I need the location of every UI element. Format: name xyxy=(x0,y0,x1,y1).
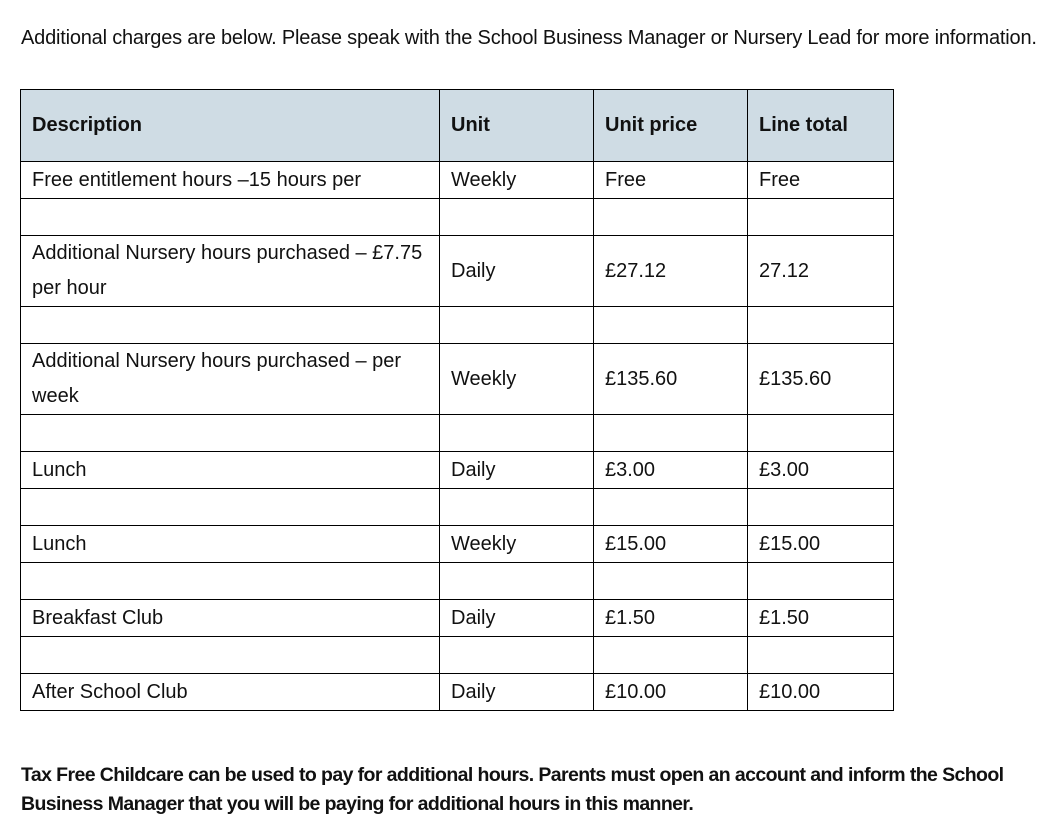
cell-unit xyxy=(440,489,594,526)
cell-description: Lunch xyxy=(21,526,440,563)
table-row xyxy=(21,344,894,415)
cell-description: After School Club xyxy=(21,674,440,711)
cell-unit-price xyxy=(594,199,748,236)
cell-unit-price: £15.00 xyxy=(594,526,748,563)
table-row xyxy=(21,526,894,563)
cell-unit: Daily xyxy=(440,452,594,489)
cell-unit-price xyxy=(594,415,748,452)
cell-unit xyxy=(440,563,594,600)
table-spacer-row xyxy=(21,637,894,674)
cell-unit-price: £27.12 xyxy=(594,236,748,307)
cell-unit: Weekly xyxy=(440,162,594,199)
column-header-unit: Unit xyxy=(440,90,594,162)
cell-description xyxy=(21,307,440,344)
cell-unit xyxy=(440,199,594,236)
cell-line-total xyxy=(748,307,894,344)
cell-unit-price: £3.00 xyxy=(594,452,748,489)
cell-line-total: £10.00 xyxy=(748,674,894,711)
cell-unit-price xyxy=(594,637,748,674)
table-spacer-row xyxy=(21,199,894,236)
cell-description: Additional Nursery hours purchased – per week xyxy=(21,344,440,415)
cell-line-total: £3.00 xyxy=(748,452,894,489)
cell-unit-price: £1.50 xyxy=(594,600,748,637)
cell-description: Breakfast Club xyxy=(21,600,440,637)
charges-table xyxy=(20,89,894,711)
cell-line-total: £135.60 xyxy=(748,344,894,415)
table-header-row xyxy=(21,90,894,162)
column-header-line-total: Line total xyxy=(748,90,894,162)
cell-unit xyxy=(440,307,594,344)
cell-unit-price xyxy=(594,563,748,600)
cell-line-total: £1.50 xyxy=(748,600,894,637)
cell-unit: Weekly xyxy=(440,344,594,415)
cell-unit: Daily xyxy=(440,600,594,637)
cell-description xyxy=(21,199,440,236)
tax-free-childcare-note: Tax Free Childcare can be used to pay for additional hours. Parents must open an account and inform the School Business Manager that you will be paying for additional hours in this manner. xyxy=(21,763,1004,815)
cell-line-total xyxy=(748,563,894,600)
cell-unit-price: Free xyxy=(594,162,748,199)
cell-unit-price xyxy=(594,307,748,344)
table-row xyxy=(21,452,894,489)
cell-line-total: Free xyxy=(748,162,894,199)
cell-description xyxy=(21,489,440,526)
table-row xyxy=(21,162,894,199)
cell-unit: Daily xyxy=(440,674,594,711)
cell-description xyxy=(21,637,440,674)
table-row xyxy=(21,236,894,307)
column-header-unit-price: Unit price xyxy=(594,90,748,162)
cell-unit: Daily xyxy=(440,236,594,307)
cell-unit-price xyxy=(594,489,748,526)
cell-line-total xyxy=(748,637,894,674)
cell-description: Free entitlement hours –15 hours per xyxy=(21,162,440,199)
table-spacer-row xyxy=(21,307,894,344)
table-spacer-row xyxy=(21,415,894,452)
cell-description xyxy=(21,563,440,600)
cell-unit xyxy=(440,415,594,452)
table-row xyxy=(21,600,894,637)
table-spacer-row xyxy=(21,563,894,600)
cell-line-total xyxy=(748,489,894,526)
cell-unit xyxy=(440,637,594,674)
cell-line-total xyxy=(748,415,894,452)
cell-unit: Weekly xyxy=(440,526,594,563)
cell-description: Lunch xyxy=(21,452,440,489)
cell-unit-price: £10.00 xyxy=(594,674,748,711)
cell-description: Additional Nursery hours purchased – £7.75 per hour xyxy=(21,236,440,307)
intro-paragraph: Additional charges are below. Please speak with the School Business Manager or Nursery Lead for more information. xyxy=(21,27,1037,49)
cell-unit-price: £135.60 xyxy=(594,344,748,415)
cell-line-total: 27.12 xyxy=(748,236,894,307)
table-spacer-row xyxy=(21,489,894,526)
cell-line-total: £15.00 xyxy=(748,526,894,563)
cell-line-total xyxy=(748,199,894,236)
table-row xyxy=(21,674,894,711)
cell-description xyxy=(21,415,440,452)
column-header-description: Description xyxy=(21,90,440,162)
